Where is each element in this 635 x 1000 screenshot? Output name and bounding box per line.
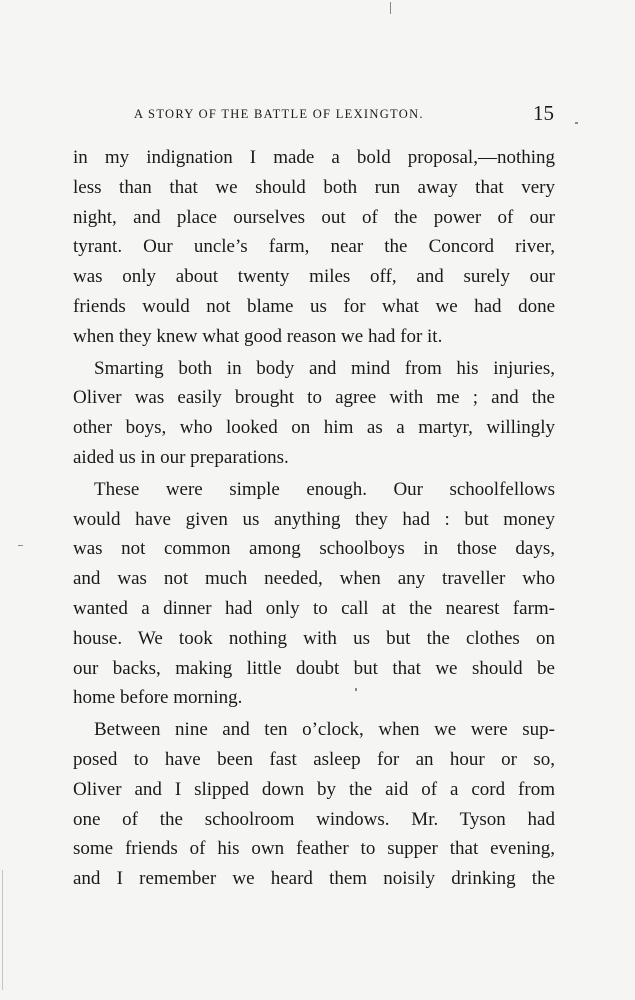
- body-text: [73, 143, 555, 894]
- text-line: house. We took nothing with us but the clothes on: [73, 627, 555, 649]
- text-line: less than that we should both run away that very: [73, 176, 555, 198]
- scan-mark: [390, 2, 391, 14]
- scan-mark: [575, 122, 578, 124]
- text-line: other boys, who looked on him as a martyr, willingly: [73, 417, 555, 439]
- paragraph: [73, 715, 555, 894]
- text-line: and I remember we heard them noisily drinking the: [73, 868, 555, 890]
- text-line: posed to have been fast asleep for an hour or so,: [73, 748, 555, 770]
- paragraph: [73, 354, 555, 473]
- running-head-title: A STORY OF THE BATTLE OF LEXINGTON.: [134, 107, 424, 121]
- text-line: some friends of his own feather to supper that evening,: [73, 838, 555, 860]
- text-line: tyrant. Our uncle’s farm, near the Concord river,: [73, 236, 555, 258]
- scan-mark: [2, 870, 3, 990]
- paragraph: [73, 475, 555, 713]
- text-line: Oliver was easily brought to agree with me ; and the: [73, 387, 555, 409]
- text-line: Oliver and I slipped down by the aid of a cord from: [73, 778, 555, 800]
- text-line: Between nine and ten o’clock, when we were sup-: [94, 719, 555, 741]
- text-line: home before morning.: [73, 687, 243, 709]
- text-line: wanted a dinner had only to call at the nearest farm-: [73, 597, 555, 619]
- text-line: These were simple enough. Our schoolfellows: [94, 478, 555, 500]
- running-head: [134, 101, 554, 125]
- page-number: 15: [533, 101, 554, 125]
- text-line: in my indignation I made a bold proposal,—nothing: [73, 147, 555, 168]
- scan-mark: [355, 688, 357, 691]
- text-line: one of the schoolroom windows. Mr. Tyson had: [73, 808, 555, 830]
- text-line: when they knew what good reason we had for it.: [73, 325, 443, 347]
- text-line: and was not much needed, when any traveller who: [73, 568, 555, 590]
- paragraph: [73, 143, 555, 352]
- text-line: was not common among schoolboys in those days,: [73, 538, 555, 560]
- text-line: aided us in our preparations.: [73, 446, 289, 468]
- text-line: our backs, making little doubt but that we should be: [73, 657, 555, 679]
- scan-mark: [18, 545, 23, 546]
- text-line: friends would not blame us for what we had done: [73, 295, 555, 317]
- text-line: was only about twenty miles off, and surely our: [73, 266, 555, 288]
- text-line: night, and place ourselves out of the power of our: [73, 206, 555, 228]
- text-line: Smarting both in body and mind from his injuries,: [94, 357, 555, 379]
- text-line: would have given us anything they had : but money: [73, 508, 555, 530]
